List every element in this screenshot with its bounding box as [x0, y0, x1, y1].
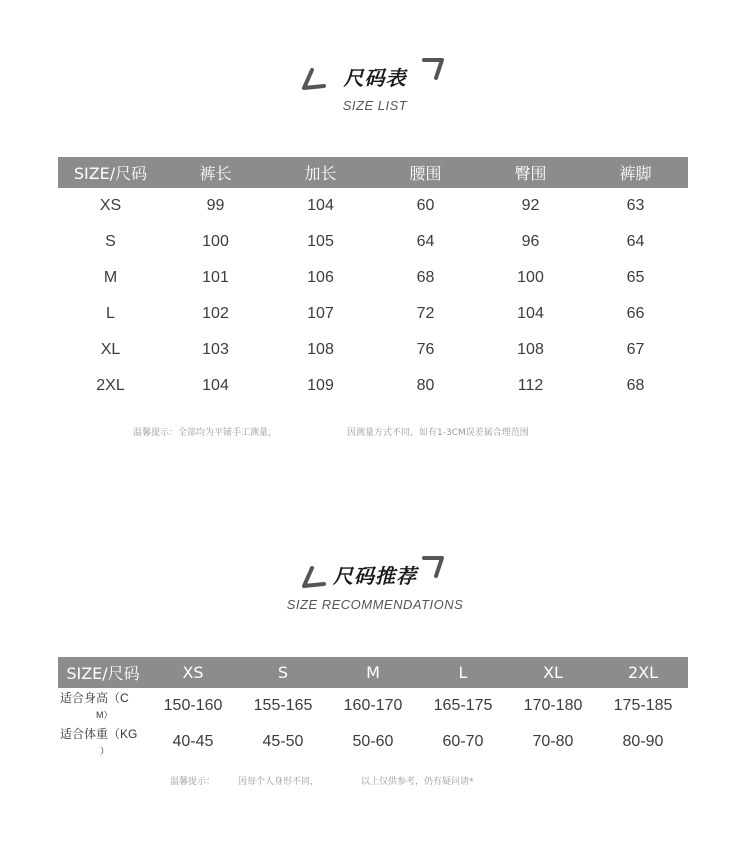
table-row [58, 688, 688, 724]
header-cell: S [238, 657, 328, 688]
table-cell: 45-50 [262, 733, 304, 750]
table-cell: 109 [307, 377, 334, 394]
table-cell: 2XL [96, 377, 125, 394]
table-cell: 50-60 [352, 733, 394, 750]
table-cell: 103 [202, 341, 229, 358]
size-list-table [58, 157, 688, 404]
table-row [58, 260, 688, 296]
size-recommendations-subtitle: SIZE RECOMMENDATIONS [286, 597, 464, 612]
table-cell: 68 [626, 377, 645, 394]
size-list-title: 尺码表 [343, 66, 407, 90]
table-cell: 60-70 [442, 733, 484, 750]
table-cell: 155-165 [253, 697, 313, 714]
table-cell: L [106, 305, 115, 322]
table-cell: 150-160 [163, 697, 223, 714]
table-cell: 106 [307, 269, 334, 286]
measurement-note-left: 温馨提示：全部均为平铺手工测量， [133, 428, 278, 438]
table-cell: 64 [626, 233, 645, 250]
table-cell: 68 [416, 269, 435, 286]
table-cell: 80 [416, 377, 435, 394]
header-cell: L [418, 657, 508, 688]
table-cell: 104 [202, 377, 229, 394]
row-label-line1: 适合身高（C [60, 690, 129, 705]
table-cell: 40-45 [172, 733, 214, 750]
height-row-label [58, 688, 148, 724]
table-row [58, 332, 688, 368]
table-cell: 112 [517, 377, 544, 394]
measurement-note-right: 因测量方式不同，如有1-3CM误差属合理范围 [347, 428, 529, 438]
recommendation-note-prefix: 温馨提示： [170, 777, 216, 787]
header-cell: 裤长 [163, 157, 268, 188]
table-cell: XL [100, 341, 121, 358]
row-label-line2: M） [96, 709, 113, 720]
header-cell: SIZE/尺码 [58, 657, 148, 688]
header-cell: M [328, 657, 418, 688]
weight-row-label [58, 724, 148, 760]
table-cell: 102 [202, 305, 229, 322]
size-recommendations-title-wrap [0, 560, 750, 589]
table-cell: 104 [307, 197, 334, 214]
table-cell: 175-185 [613, 697, 673, 714]
recommendation-note-suffix: 以上仅供参考，仍有疑问请* [361, 777, 474, 787]
table-cell: 60 [416, 197, 435, 214]
table-cell: 100 [202, 233, 229, 250]
table-header-row [58, 157, 688, 188]
right-bracket-deco-icon [420, 56, 446, 82]
table-cell: 108 [517, 341, 544, 358]
right-bracket-deco-icon [420, 554, 446, 580]
table-cell: S [105, 233, 116, 250]
header-cell: 加长 [268, 157, 373, 188]
header-cell: XL [508, 657, 598, 688]
table-header-row [58, 657, 688, 688]
table-cell: 107 [307, 305, 334, 322]
table-cell: 67 [626, 341, 645, 358]
header-cell: 臀围 [478, 157, 583, 188]
table-row [58, 368, 688, 404]
table-cell: 160-170 [343, 697, 403, 714]
table-cell: 76 [416, 341, 435, 358]
table-cell: M [103, 269, 118, 286]
table-row [58, 188, 688, 224]
header-cell: 裤脚 [583, 157, 688, 188]
size-recommendations-title: 尺码推荐 [333, 564, 417, 588]
table-cell: 72 [416, 305, 435, 322]
table-cell: 70-80 [532, 733, 574, 750]
table-row [58, 224, 688, 260]
header-cell: XS [148, 657, 238, 688]
table-cell: 65 [626, 269, 645, 286]
table-cell: XS [99, 197, 122, 214]
table-cell: 64 [416, 233, 435, 250]
table-row [58, 296, 688, 332]
table-cell: 101 [202, 269, 229, 286]
table-cell: 108 [307, 341, 334, 358]
table-cell: 165-175 [433, 697, 493, 714]
header-cell: SIZE/尺码 [58, 157, 163, 188]
table-cell: 92 [521, 197, 540, 214]
header-cell: 腰围 [373, 157, 478, 188]
table-cell: 104 [517, 305, 544, 322]
table-cell: 100 [517, 269, 544, 286]
size-list-title-wrap [0, 62, 750, 91]
table-cell: 63 [626, 197, 645, 214]
table-cell: 170-180 [523, 697, 583, 714]
size-list-subtitle: SIZE LIST [342, 98, 408, 113]
table-cell: 66 [626, 305, 645, 322]
row-label-line1: 适合体重（KG [60, 726, 138, 741]
table-cell: 99 [206, 197, 225, 214]
header-cell: 2XL [598, 657, 688, 688]
table-cell: 80-90 [622, 733, 664, 750]
recommendation-note-body: 因每个人身形不同， [238, 777, 320, 787]
table-cell: 105 [307, 233, 334, 250]
row-label-line2: ） [100, 745, 110, 756]
table-cell: 96 [521, 233, 540, 250]
size-recommendations-table [58, 657, 688, 760]
table-row [58, 724, 688, 760]
